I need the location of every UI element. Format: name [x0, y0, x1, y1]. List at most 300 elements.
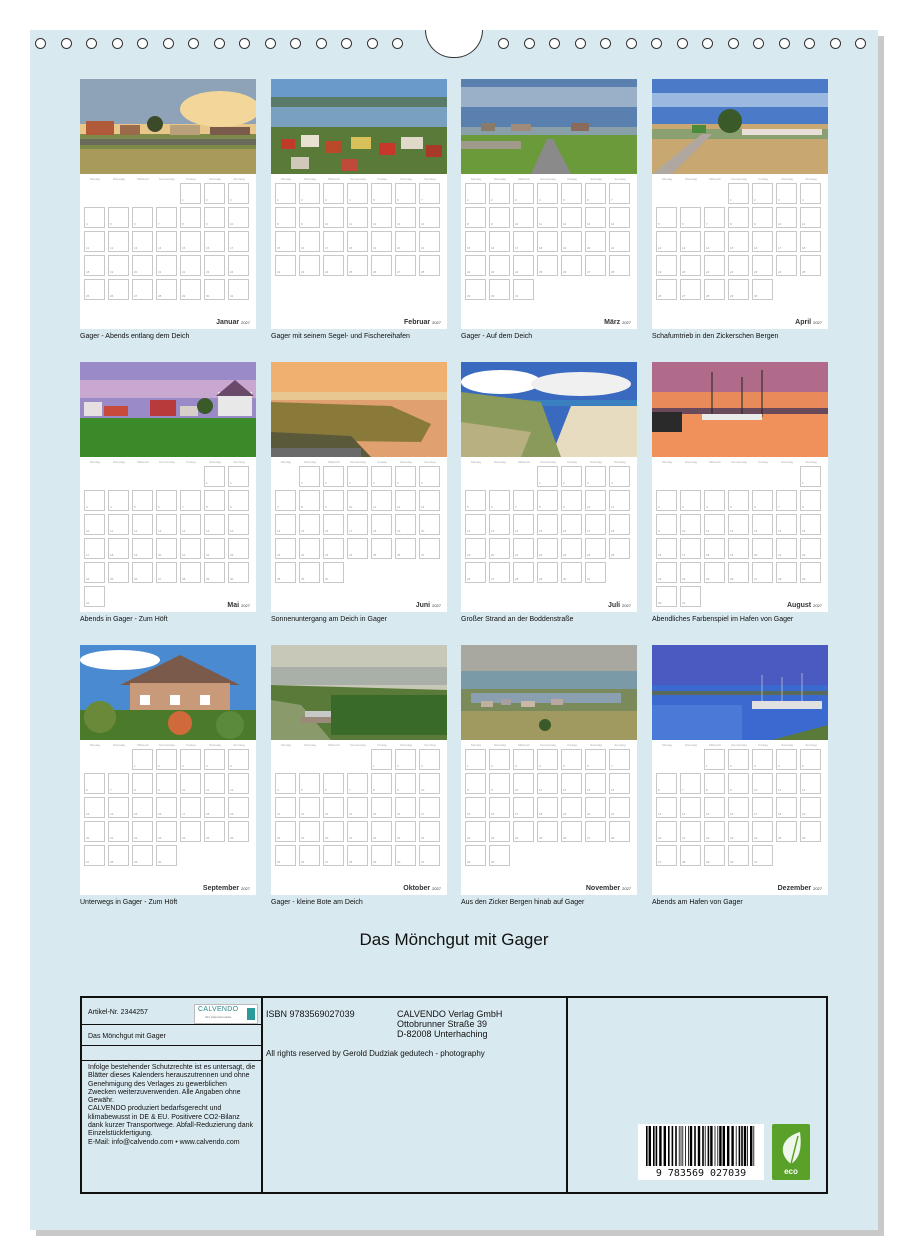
day-cell: 31 — [84, 586, 105, 607]
day-cell: 26 — [228, 821, 249, 842]
day-cell: 28 — [704, 279, 725, 300]
day-cell: 4 — [371, 466, 392, 487]
photo-caption: Gager - kleine Bote am Deich — [271, 899, 363, 906]
day-cell: 21 — [609, 231, 630, 252]
month-photo — [461, 79, 637, 174]
barcode-number: 9 783569 027039 — [655, 1168, 747, 1179]
day-cell: 3 — [180, 749, 201, 770]
day-cell: 22 — [275, 255, 296, 276]
day-cell: 10 — [513, 773, 534, 794]
binding-hole — [86, 38, 97, 49]
day-cell: 5 — [561, 749, 582, 770]
day-cell: 11 — [537, 773, 558, 794]
weekday-label: Mittwoch — [137, 743, 149, 747]
weekday-label: Sonntag — [805, 177, 817, 181]
day-cell: 5 — [108, 207, 129, 228]
day-cell: 19 — [728, 538, 749, 559]
day-cell: 29 — [465, 279, 486, 300]
binding-hole — [498, 38, 509, 49]
day-cell: 10 — [84, 514, 105, 535]
day-cell: 23 — [489, 821, 510, 842]
weekday-label: Freitag — [758, 177, 768, 181]
day-cell: 26 — [561, 821, 582, 842]
day-cell: 1 — [132, 749, 153, 770]
day-cell: 1 — [465, 749, 486, 770]
day-cell: 8 — [728, 207, 749, 228]
month-page — [461, 79, 637, 329]
day-cell: 27 — [395, 255, 416, 276]
day-cell: 5 — [800, 749, 821, 770]
day-cell: 26 — [561, 255, 582, 276]
day-cell: 17 — [180, 797, 201, 818]
day-cell: 8 — [299, 490, 320, 511]
day-cell: 10 — [228, 207, 249, 228]
day-cell: 5 — [656, 207, 677, 228]
binding-hole — [239, 38, 250, 49]
day-cell: 4 — [84, 207, 105, 228]
day-cell: 28 — [156, 279, 177, 300]
weekday-label: Sonntag — [424, 460, 436, 464]
day-cell: 13 — [84, 797, 105, 818]
month-name: September 2027 — [202, 885, 250, 892]
day-cell: 2 — [489, 183, 510, 204]
day-cell: 1 — [704, 749, 725, 770]
weekday-label: Dienstag — [304, 177, 316, 181]
day-cell: 28 — [776, 562, 797, 583]
article-number: Artikel-Nr. 2344257 — [88, 1009, 148, 1016]
day-cell: 1 — [180, 183, 201, 204]
day-cell: 5 — [132, 490, 153, 511]
day-cell: 7 — [347, 773, 368, 794]
day-cell: 13 — [419, 490, 440, 511]
day-cell: 12 — [800, 773, 821, 794]
weekday-label: Donnerstag — [731, 460, 747, 464]
weekday-label: Donnerstag — [159, 743, 175, 747]
month-name: April 2027 — [795, 319, 822, 326]
day-cell: 23 — [156, 821, 177, 842]
day-cell: 19 — [800, 797, 821, 818]
weekday-label: Donnerstag — [731, 177, 747, 181]
day-cell: 11 — [776, 773, 797, 794]
weekday-label: Mittwoch — [518, 177, 530, 181]
binding-hole — [575, 38, 586, 49]
day-cell: 14 — [347, 797, 368, 818]
barcode — [638, 1124, 764, 1180]
day-cell: 12 — [132, 514, 153, 535]
day-cell: 23 — [228, 538, 249, 559]
weekday-label: Sonntag — [614, 177, 626, 181]
calvendo-logo: CALVENDO Ihre Kalendermarke — [194, 1004, 258, 1024]
day-cell: 20 — [585, 797, 606, 818]
day-cell: 10 — [323, 207, 344, 228]
day-cell: 8 — [465, 207, 486, 228]
weekday-label: Dienstag — [113, 743, 125, 747]
day-cell: 20 — [656, 821, 677, 842]
day-cell: 6 — [656, 773, 677, 794]
weekday-label: Mittwoch — [137, 177, 149, 181]
month-photo — [461, 645, 637, 740]
day-cell: 15 — [180, 231, 201, 252]
month-photo — [80, 79, 256, 174]
day-cell: 4 — [347, 183, 368, 204]
day-cell: 22 — [299, 538, 320, 559]
day-cell: 3 — [419, 749, 440, 770]
day-cell: 16 — [228, 514, 249, 535]
weekday-label: Donnerstag — [540, 177, 556, 181]
day-cell: 21 — [419, 231, 440, 252]
day-cell: 25 — [776, 821, 797, 842]
day-cell: 8 — [180, 207, 201, 228]
day-cell: 6 — [680, 207, 701, 228]
day-cell: 13 — [585, 207, 606, 228]
day-cell: 9 — [752, 207, 773, 228]
binding-hole — [549, 38, 560, 49]
day-cell: 23 — [561, 538, 582, 559]
day-cell: 20 — [585, 231, 606, 252]
day-cell: 16 — [323, 514, 344, 535]
weekday-label: Mittwoch — [709, 177, 721, 181]
day-cell: 19 — [561, 231, 582, 252]
day-cell: 15 — [299, 514, 320, 535]
day-cell: 22 — [465, 821, 486, 842]
month-name: Oktober 2027 — [403, 885, 441, 892]
day-cell: 15 — [704, 797, 725, 818]
day-cell: 7 — [704, 207, 725, 228]
day-cell: 26 — [132, 562, 153, 583]
day-cell: 23 — [323, 538, 344, 559]
calendar-title: Das Mönchgut mit Gager — [359, 930, 549, 949]
weekday-label: Freitag — [567, 177, 577, 181]
weekday-label: Freitag — [567, 460, 577, 464]
day-cell: 18 — [537, 797, 558, 818]
day-cell: 24 — [347, 538, 368, 559]
day-cell: 8 — [132, 773, 153, 794]
month-page — [461, 362, 637, 612]
day-cell: 3 — [776, 183, 797, 204]
day-cell: 16 — [728, 797, 749, 818]
day-cell: 31 — [585, 562, 606, 583]
day-cell: 3 — [513, 749, 534, 770]
weekday-label: Freitag — [377, 177, 387, 181]
day-cell: 8 — [465, 773, 486, 794]
day-cell: 26 — [371, 255, 392, 276]
binding-hole — [626, 38, 637, 49]
day-cell: 24 — [680, 562, 701, 583]
weekday-label: Donnerstag — [159, 177, 175, 181]
day-cell: 9 — [489, 773, 510, 794]
weekday-label: Donnerstag — [159, 460, 175, 464]
day-cell: 10 — [680, 514, 701, 535]
day-cell: 3 — [228, 183, 249, 204]
spiral-binding — [30, 30, 878, 58]
weekday-label: Mittwoch — [709, 460, 721, 464]
day-cell: 10 — [180, 773, 201, 794]
weekday-label: Donnerstag — [540, 743, 556, 747]
day-cell: 12 — [656, 231, 677, 252]
day-cell: 27 — [752, 562, 773, 583]
binding-hole — [702, 38, 713, 49]
weekday-label: Sonntag — [614, 460, 626, 464]
day-cell: 14 — [680, 797, 701, 818]
day-cell: 17 — [419, 797, 440, 818]
day-cell: 14 — [108, 797, 129, 818]
day-cell: 19 — [561, 797, 582, 818]
day-cell: 20 — [680, 255, 701, 276]
day-cell: 23 — [752, 255, 773, 276]
day-cell: 28 — [609, 255, 630, 276]
day-cell: 12 — [299, 797, 320, 818]
day-cell: 26 — [465, 562, 486, 583]
rights-line: All rights reserved by Gerold Dudziak gedutech - photography — [266, 1049, 485, 1058]
day-cell: 9 — [656, 514, 677, 535]
weekday-label: Montag — [661, 460, 672, 464]
day-cell: 10 — [585, 490, 606, 511]
weekday-label: Sonntag — [424, 743, 436, 747]
weekday-label: Donnerstag — [350, 460, 366, 464]
weekday-label: Sonntag — [805, 460, 817, 464]
day-cell: 9 — [228, 490, 249, 511]
day-cell: 14 — [609, 207, 630, 228]
info-panel — [80, 996, 828, 1194]
photo-caption: Sonnenuntergang am Deich in Gager — [271, 616, 387, 623]
month-page — [271, 362, 447, 612]
day-cell: 13 — [132, 231, 153, 252]
day-cell: 6 — [132, 207, 153, 228]
day-cell: 2 — [323, 466, 344, 487]
day-cell: 17 — [347, 514, 368, 535]
day-cell: 20 — [84, 821, 105, 842]
isbn: ISBN 9783569027039 — [266, 1009, 355, 1019]
day-cell: 14 — [776, 514, 797, 535]
day-cell: 15 — [132, 797, 153, 818]
day-cell: 24 — [419, 821, 440, 842]
weekday-label: Donnerstag — [350, 177, 366, 181]
day-cell: 12 — [395, 490, 416, 511]
weekday-label: Dienstag — [685, 460, 697, 464]
day-cell: 25 — [704, 562, 725, 583]
day-cell: 23 — [656, 562, 677, 583]
day-cell: 4 — [776, 749, 797, 770]
day-cell: 25 — [800, 255, 821, 276]
day-cell: 22 — [704, 821, 725, 842]
day-cell: 4 — [609, 466, 630, 487]
month-name: Juli 2027 — [608, 602, 631, 609]
day-cell: 9 — [395, 773, 416, 794]
binding-hole — [137, 38, 148, 49]
binding-hole — [290, 38, 301, 49]
day-cell: 20 — [419, 514, 440, 535]
day-cell: 21 — [180, 538, 201, 559]
day-cell: 30 — [489, 845, 510, 866]
day-cell: 21 — [609, 797, 630, 818]
month-name: Mai 2027 — [227, 602, 250, 609]
day-cell: 5 — [561, 183, 582, 204]
day-cell: 8 — [537, 490, 558, 511]
day-cell: 24 — [585, 538, 606, 559]
day-cell: 8 — [204, 490, 225, 511]
weekday-label: Dienstag — [304, 460, 316, 464]
weekday-label: Sonntag — [233, 743, 245, 747]
weekday-label: Freitag — [186, 743, 196, 747]
weekday-label: Montag — [661, 177, 672, 181]
binding-hole — [728, 38, 739, 49]
day-cell: 15 — [204, 514, 225, 535]
day-cell: 21 — [347, 821, 368, 842]
day-cell: 29 — [800, 562, 821, 583]
day-cell: 27 — [680, 279, 701, 300]
photo-caption: Großer Strand an der Boddenstraße — [461, 616, 574, 623]
day-cell: 19 — [299, 821, 320, 842]
month-photo — [80, 362, 256, 457]
day-cell: 11 — [371, 490, 392, 511]
day-cell: 9 — [323, 490, 344, 511]
day-cell: 25 — [537, 255, 558, 276]
weekday-label: Freitag — [377, 743, 387, 747]
day-cell: 1 — [204, 466, 225, 487]
weekday-label: Samstag — [400, 460, 412, 464]
month-page — [271, 79, 447, 329]
month-photo — [461, 362, 637, 457]
day-cell: 1 — [275, 183, 296, 204]
weekday-label: Freitag — [186, 460, 196, 464]
day-cell: 18 — [537, 231, 558, 252]
day-cell: 22 — [132, 821, 153, 842]
day-cell: 20 — [156, 538, 177, 559]
day-cell: 2 — [752, 183, 773, 204]
binding-hole — [855, 38, 866, 49]
weekday-label: Samstag — [590, 743, 602, 747]
leaf-icon — [772, 1128, 810, 1168]
day-cell: 12 — [228, 773, 249, 794]
day-cell: 25 — [108, 562, 129, 583]
day-cell: 27 — [585, 821, 606, 842]
day-cell: 13 — [656, 797, 677, 818]
weekday-label: Mittwoch — [518, 460, 530, 464]
day-cell: 18 — [275, 821, 296, 842]
day-cell: 15 — [275, 231, 296, 252]
day-cell: 29 — [537, 562, 558, 583]
day-cell: 22 — [204, 538, 225, 559]
month-page — [80, 79, 256, 329]
day-cell: 3 — [347, 466, 368, 487]
day-cell: 1 — [371, 749, 392, 770]
day-cell: 19 — [108, 255, 129, 276]
day-cell: 7 — [156, 207, 177, 228]
day-cell: 12 — [108, 231, 129, 252]
day-cell: 25 — [537, 821, 558, 842]
day-cell: 18 — [609, 514, 630, 535]
day-cell: 28 — [680, 845, 701, 866]
photo-caption: Abendliches Farbenspiel im Hafen von Gager — [652, 616, 794, 623]
day-cell: 18 — [704, 538, 725, 559]
day-cell: 17 — [228, 231, 249, 252]
binding-hole — [392, 38, 403, 49]
photo-caption: Gager mit seinem Segel- und Fischereihafen — [271, 333, 410, 340]
day-cell: 30 — [156, 845, 177, 866]
day-cell: 18 — [800, 231, 821, 252]
weekday-label: Dienstag — [494, 460, 506, 464]
day-cell: 28 — [347, 845, 368, 866]
day-cell: 1 — [465, 183, 486, 204]
day-cell: 30 — [395, 845, 416, 866]
day-cell: 12 — [728, 514, 749, 535]
day-cell: 17 — [680, 538, 701, 559]
month-name: August 2027 — [786, 602, 822, 609]
binding-hole — [677, 38, 688, 49]
day-cell: 7 — [513, 490, 534, 511]
day-cell: 3 — [680, 490, 701, 511]
day-cell: 22 — [371, 821, 392, 842]
weekday-label: Samstag — [781, 743, 793, 747]
binding-hole — [35, 38, 46, 49]
day-cell: 24 — [513, 821, 534, 842]
binding-hole — [779, 38, 790, 49]
day-cell: 12 — [371, 207, 392, 228]
day-cell: 16 — [156, 797, 177, 818]
binding-hole — [188, 38, 199, 49]
day-cell: 8 — [704, 773, 725, 794]
weekday-label: Dienstag — [113, 177, 125, 181]
legal-text: Infolge bestehender Schutzrechte ist es untersagt, die Blätter dieses Kalenders herauszutrennen und ohne Genehmigung des Verlages zu gewerblichen Zwecken weiterzuverwenden. Alle Angaben ohne Gewähr. CALVENDO produziert bedarfsgerecht und klimabewusst in DE & EU. Positivere CO2-Bilanz dank kurzer Transportwege. Abfall-Reduzierung dank Einzelstückfertigung. E-Mail: info@calvendo.com • www.calvendo.com — [88, 1064, 256, 1146]
day-cell: 12 — [561, 207, 582, 228]
day-cell: 25 — [84, 279, 105, 300]
day-cell: 19 — [228, 797, 249, 818]
day-cell: 14 — [180, 514, 201, 535]
photo-caption: Unterwegs in Gager - Zum Höft — [80, 899, 178, 906]
day-cell: 4 — [537, 749, 558, 770]
day-cell: 9 — [489, 207, 510, 228]
day-cell: 8 — [800, 490, 821, 511]
month-page — [461, 645, 637, 895]
binding-hole — [341, 38, 352, 49]
day-cell: 14 — [419, 207, 440, 228]
day-cell: 31 — [419, 845, 440, 866]
photo-caption: Abends in Gager - Zum Höft — [80, 616, 168, 623]
weekday-label: Mittwoch — [328, 177, 340, 181]
weekday-label: Mittwoch — [137, 460, 149, 464]
day-cell: 25 — [371, 538, 392, 559]
day-cell: 1 — [299, 466, 320, 487]
day-cell: 2 — [204, 183, 225, 204]
weekday-label: Samstag — [209, 460, 221, 464]
day-cell: 11 — [537, 207, 558, 228]
weekday-label: Dienstag — [685, 177, 697, 181]
weekday-label: Freitag — [567, 743, 577, 747]
day-cell: 15 — [728, 231, 749, 252]
day-cell: 30 — [728, 845, 749, 866]
day-cell: 3 — [323, 183, 344, 204]
day-cell: 9 — [561, 490, 582, 511]
day-cell: 12 — [465, 514, 486, 535]
day-cell: 27 — [489, 562, 510, 583]
day-cell: 6 — [585, 183, 606, 204]
day-cell: 17 — [752, 797, 773, 818]
day-cell: 18 — [347, 231, 368, 252]
binding-hole — [830, 38, 841, 49]
day-cell: 31 — [228, 279, 249, 300]
day-cell: 5 — [465, 490, 486, 511]
weekday-label: Donnerstag — [731, 743, 747, 747]
day-cell: 28 — [180, 562, 201, 583]
weekday-label: Samstag — [209, 177, 221, 181]
weekday-label: Mittwoch — [328, 460, 340, 464]
month-name: November 2027 — [585, 885, 631, 892]
binding-hole — [367, 38, 378, 49]
day-cell: 26 — [800, 821, 821, 842]
day-cell: 13 — [752, 514, 773, 535]
day-cell: 6 — [395, 183, 416, 204]
day-cell: 21 — [680, 821, 701, 842]
